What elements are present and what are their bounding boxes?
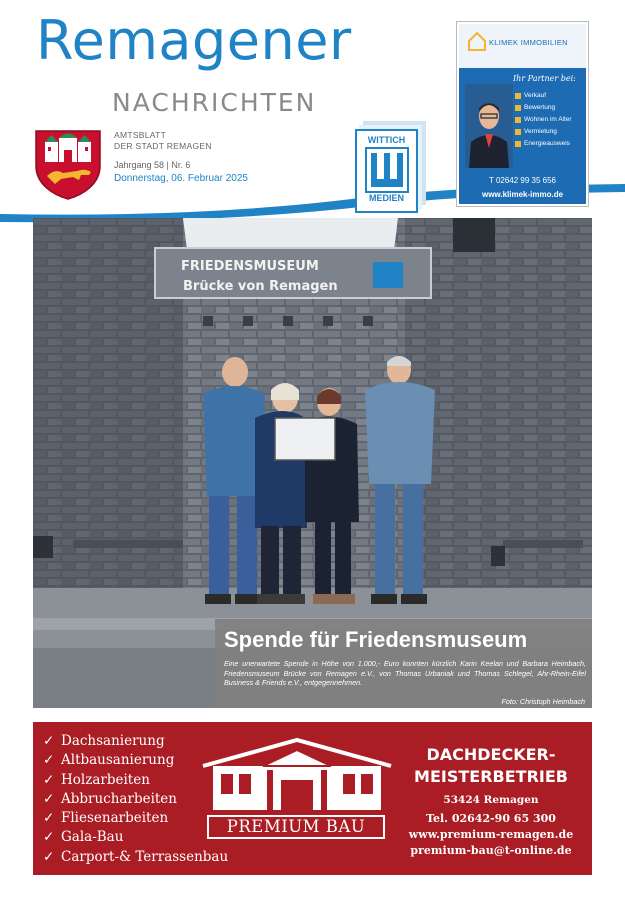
list-item xyxy=(515,138,572,150)
premium-bau-ad[interactable] xyxy=(33,722,592,875)
cover-photo xyxy=(33,218,592,708)
ad-headline: MEISTERBETRIEB xyxy=(414,767,568,786)
wittich-w-icon xyxy=(365,147,409,193)
bullet-icon xyxy=(515,129,521,135)
wittich-medien-logo xyxy=(355,129,418,213)
list-item xyxy=(43,848,228,867)
check-icon: ✓ xyxy=(43,829,55,846)
list-item xyxy=(515,90,572,102)
list-item xyxy=(515,114,572,126)
service-label: Dachsanierung xyxy=(61,733,165,749)
klimek-website-link[interactable]: www.klimek-immo.de xyxy=(481,190,564,199)
bullet-icon xyxy=(515,105,521,111)
newspaper-subtitle: NACHRICHTEN xyxy=(112,88,317,117)
newspaper-title: Remagener xyxy=(36,9,352,72)
publisher-logo-top: WITTICH xyxy=(367,135,406,145)
ad-address: 53424 Remagen xyxy=(443,794,539,806)
cover-headline: Spende für Friedensmuseum xyxy=(224,627,528,652)
amtsblatt-line: AMTSBLATT xyxy=(114,130,167,140)
check-icon: ✓ xyxy=(43,790,55,807)
cover-caption-text: Eine unerwartete Spende in Höhe von 1.000,- Euro konnten kürzlich Karin Keelan und Barbara Heimbach, Friedensmuseum Brücke von Remagen e.V., von Thomas Urbaniak und Thomas Schlegel, Ahr-Rhein-Eifel Business & Friends e.V., entgegennehmen. xyxy=(224,659,586,688)
service-label: Verkauf xyxy=(524,92,547,99)
service-label: Wohnen im Alter xyxy=(524,116,572,123)
check-icon: ✓ xyxy=(43,771,55,788)
list-item xyxy=(43,828,228,847)
premium-contact-block xyxy=(393,744,589,857)
service-label: Gala-Bau xyxy=(61,829,124,846)
ad-website-link[interactable]: www.premium-remagen.de xyxy=(408,828,574,841)
bullet-icon xyxy=(515,93,521,99)
ad-phone: Tel. 02642-90 65 300 xyxy=(426,812,556,825)
check-icon: ✓ xyxy=(43,752,55,769)
klimek-partner-text: Ihr Partner bei: xyxy=(513,74,576,83)
issue-date: Donnerstag, 06. Februar 2025 xyxy=(114,173,248,184)
bullet-icon xyxy=(515,117,521,123)
klimek-name: KLIMEK IMMOBILIEN xyxy=(489,38,568,47)
issue-number: Jahrgang 58 | Nr. 6 xyxy=(114,160,191,170)
photo-credit: Foto: Christoph Heimbach xyxy=(501,697,585,706)
sign-line-1: FRIEDENSMUSEUM xyxy=(181,259,319,274)
publisher-logo-bottom: MEDIEN xyxy=(368,193,404,203)
bullet-icon xyxy=(515,141,521,147)
premium-bau-house-icon xyxy=(199,736,395,816)
service-label: Abbrucharbeiten xyxy=(61,790,177,807)
sign-line-2: Brücke von Remagen xyxy=(183,279,338,294)
klimek-portrait xyxy=(465,84,513,168)
donation-cheque xyxy=(275,418,335,460)
check-icon: ✓ xyxy=(43,810,55,827)
service-label: Vermietung xyxy=(524,128,557,135)
service-label: Holzarbeiten xyxy=(61,771,150,788)
klimek-phone: T 02642 99 35 656 xyxy=(488,176,557,185)
check-icon: ✓ xyxy=(43,848,55,865)
list-item xyxy=(515,102,572,114)
service-label: Altbausanierung xyxy=(61,752,175,769)
service-label: Energieausweis xyxy=(524,140,570,147)
klimek-immobilien-ad[interactable] xyxy=(457,22,588,206)
ad-headline: DACHDECKER- xyxy=(426,745,556,764)
cover-caption xyxy=(215,619,592,708)
check-icon: ✓ xyxy=(43,733,55,749)
premium-bau-label: PREMIUM BAU xyxy=(207,815,385,839)
house-icon xyxy=(467,30,487,52)
service-label: Fliesenarbeiten xyxy=(61,810,169,827)
service-label: Carport-& Terrassenbau xyxy=(61,848,229,865)
amtsblatt-line: DER STADT REMAGEN xyxy=(114,141,212,151)
klimek-services-list xyxy=(515,90,572,150)
list-item xyxy=(515,126,572,138)
amtsblatt-label xyxy=(114,130,212,152)
service-label: Bewertung xyxy=(524,104,556,111)
ad-email-link[interactable]: premium-bau@t-online.de xyxy=(410,844,572,857)
